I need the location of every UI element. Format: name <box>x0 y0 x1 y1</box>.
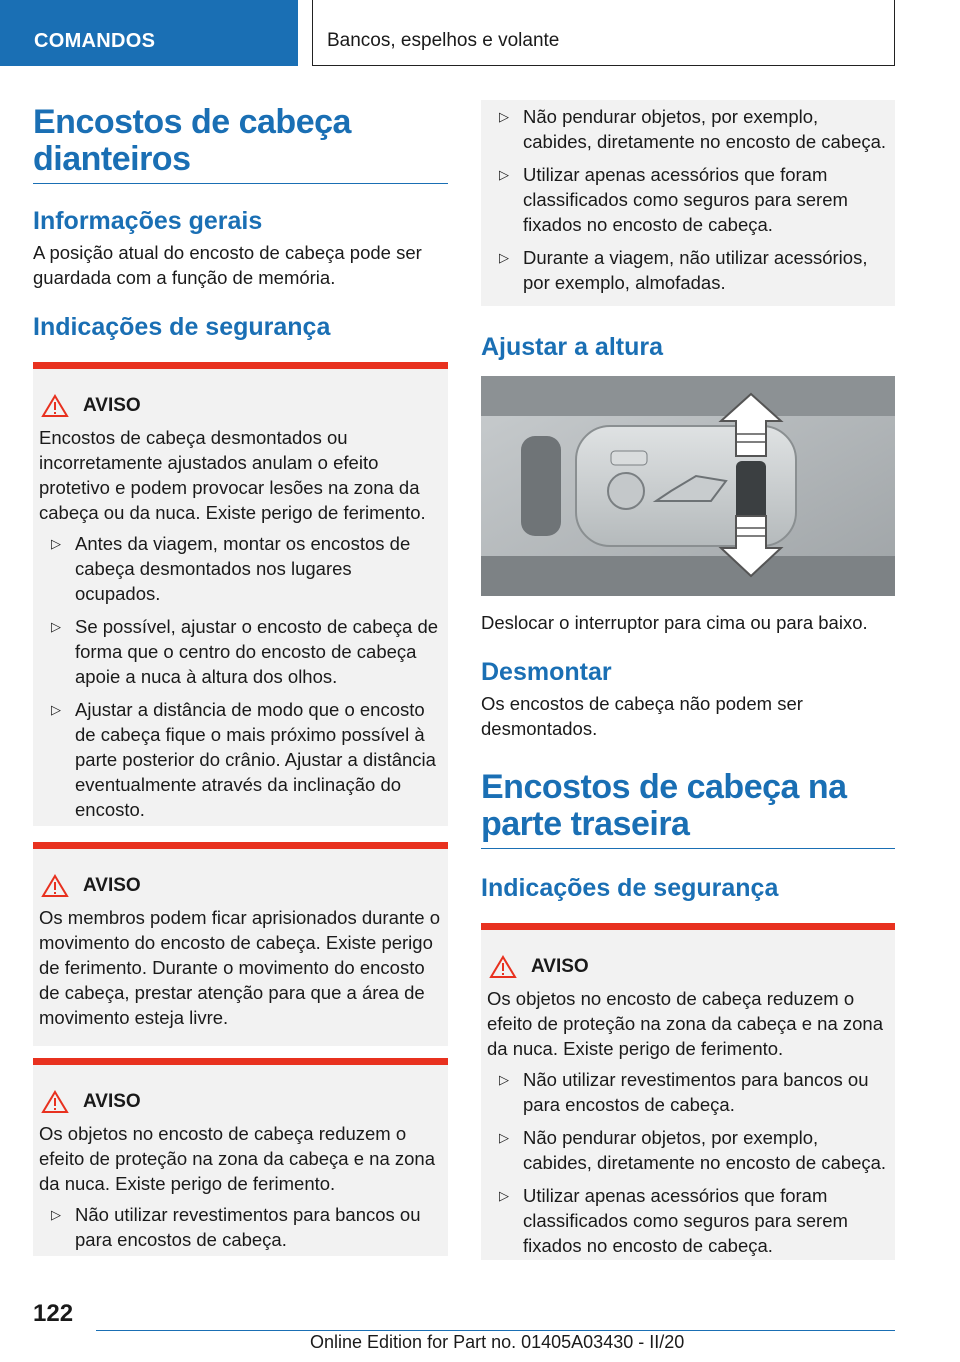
triangle-bullet-icon: ▷ <box>51 702 61 717</box>
list-item: ▷ Antes da viagem, montar os encostos de cabeça desmontados nos lugares ocupados. <box>51 533 411 604</box>
heading-adjust-height: Ajustar a altura <box>481 333 664 361</box>
warning-label: AVISO <box>531 956 589 977</box>
list-item: ▷ Ajustar a distância de modo que o encosto de cabeça fique o mais próximo possível à parte posterior do crânio. Ajustar a distância eventualmente através da inclinação do encosto. <box>51 699 436 820</box>
heading-rear-safety: Indicações de segurança <box>481 874 779 902</box>
warning-box-2 <box>33 842 448 1046</box>
warning-text: Os objetos no encosto de cabeça reduzem o efeito de proteção na zona da cabeça e na zona da nuca. Existe perigo de ferimento. <box>39 1123 435 1194</box>
warning-item-list <box>39 1202 442 1252</box>
general-info-text: A posição atual do encosto de cabeça pode ser guardada com a função de memória. <box>33 242 422 288</box>
heading-safety: Indicações de segurança <box>33 313 331 341</box>
list-item: ▷ Utilizar apenas acessórios que foram classificados como seguros para serem fixados no encosto de cabeça. <box>499 164 848 235</box>
seat-switch-photo <box>481 376 895 596</box>
rear-warning-box <box>481 923 895 1260</box>
footer-divider <box>96 1330 895 1331</box>
triangle-bullet-icon: ▷ <box>499 167 509 182</box>
list-item: ▷ Durante a viagem, não utilizar acessórios, por exemplo, almofadas. <box>499 247 868 293</box>
heading-general-info: Informações gerais <box>33 207 263 235</box>
warning-item-list <box>487 1067 889 1258</box>
right-column <box>481 100 895 1260</box>
triangle-bullet-icon: ▷ <box>499 109 509 124</box>
warning-triangle-icon <box>39 874 83 898</box>
warning-box-3 <box>33 1058 448 1256</box>
triangle-bullet-icon: ▷ <box>499 1188 509 1203</box>
heading-dismount: Desmontar <box>481 658 612 686</box>
warning-triangle-icon <box>39 394 83 418</box>
triangle-bullet-icon: ▷ <box>499 250 509 265</box>
triangle-bullet-icon: ▷ <box>499 1072 509 1087</box>
list-item: ▷ Não utilizar revestimentos para bancos ou para encostos de cabeça. <box>51 1204 421 1250</box>
warning-item-list <box>39 531 442 822</box>
warning-label: AVISO <box>83 875 141 896</box>
warning-text: Os objetos no encosto de cabeça reduzem o efeito de proteção na zona da cabeça e na zona da nuca. Existe perigo de ferimento. <box>487 988 883 1059</box>
section-tab: COMANDOS <box>0 0 298 66</box>
triangle-bullet-icon: ▷ <box>51 619 61 634</box>
list-item: ▷ Não pendurar objetos, por exemplo, cabides, diretamente no encosto de cabeça. <box>499 1127 887 1173</box>
list-item: ▷ Utilizar apenas acessórios que foram classificados como seguros para serem fixados no encosto de cabeça. <box>499 1185 848 1256</box>
warning-text: Os membros podem ficar aprisionados durante o movimento do encosto de cabeça. Existe perigo de ferimento. Durante o movimento do encosto de cabeça, prestar atenção para que a área de movimento esteja livre. <box>39 907 441 1028</box>
seat-switch-illustration <box>481 376 895 596</box>
warning-label: AVISO <box>83 1091 141 1112</box>
warning-label: AVISO <box>83 395 141 416</box>
page-title: Bancos, espelhos e volante <box>312 0 895 66</box>
warning-box-continued <box>481 100 895 306</box>
left-column <box>33 100 448 1256</box>
warning-box-1 <box>33 362 448 826</box>
heading-front-headrests: Encostos de cabeça dianteiros <box>33 100 448 184</box>
list-item: ▷ Não utilizar revestimentos para bancos ou para encostos de cabeça. <box>499 1069 869 1115</box>
triangle-bullet-icon: ▷ <box>499 1130 509 1145</box>
dismount-text: Os encostos de cabeça não podem ser desmontados. <box>481 693 803 739</box>
warning-item-list <box>487 104 889 295</box>
photo-caption: Deslocar o interruptor para cima ou para baixo. <box>481 612 868 633</box>
triangle-bullet-icon: ▷ <box>51 1207 61 1222</box>
list-item: ▷ Não pendurar objetos, por exemplo, cabides, diretamente no encosto de cabeça. <box>499 106 887 152</box>
list-item: ▷ Se possível, ajustar o encosto de cabeça de forma que o centro do encosto de cabeça apoie a nuca à altura dos olhos. <box>51 616 439 687</box>
page-number: 122 <box>33 1300 74 1327</box>
warning-triangle-icon <box>39 1090 83 1114</box>
footer-edition: Online Edition for Part no. 01405A03430 - II/20 <box>310 1332 685 1352</box>
page-header <box>0 0 960 66</box>
warning-text: Encostos de cabeça desmontados ou incorretamente ajustados anulam o efeito protetivo e podem provocar lesões na zona da cabeça ou da nuca. Existe perigo de ferimento. <box>39 427 426 523</box>
heading-rear-headrests: Encostos de cabeça na parte traseira <box>481 769 895 849</box>
triangle-bullet-icon: ▷ <box>51 536 61 551</box>
warning-triangle-icon <box>487 955 531 979</box>
